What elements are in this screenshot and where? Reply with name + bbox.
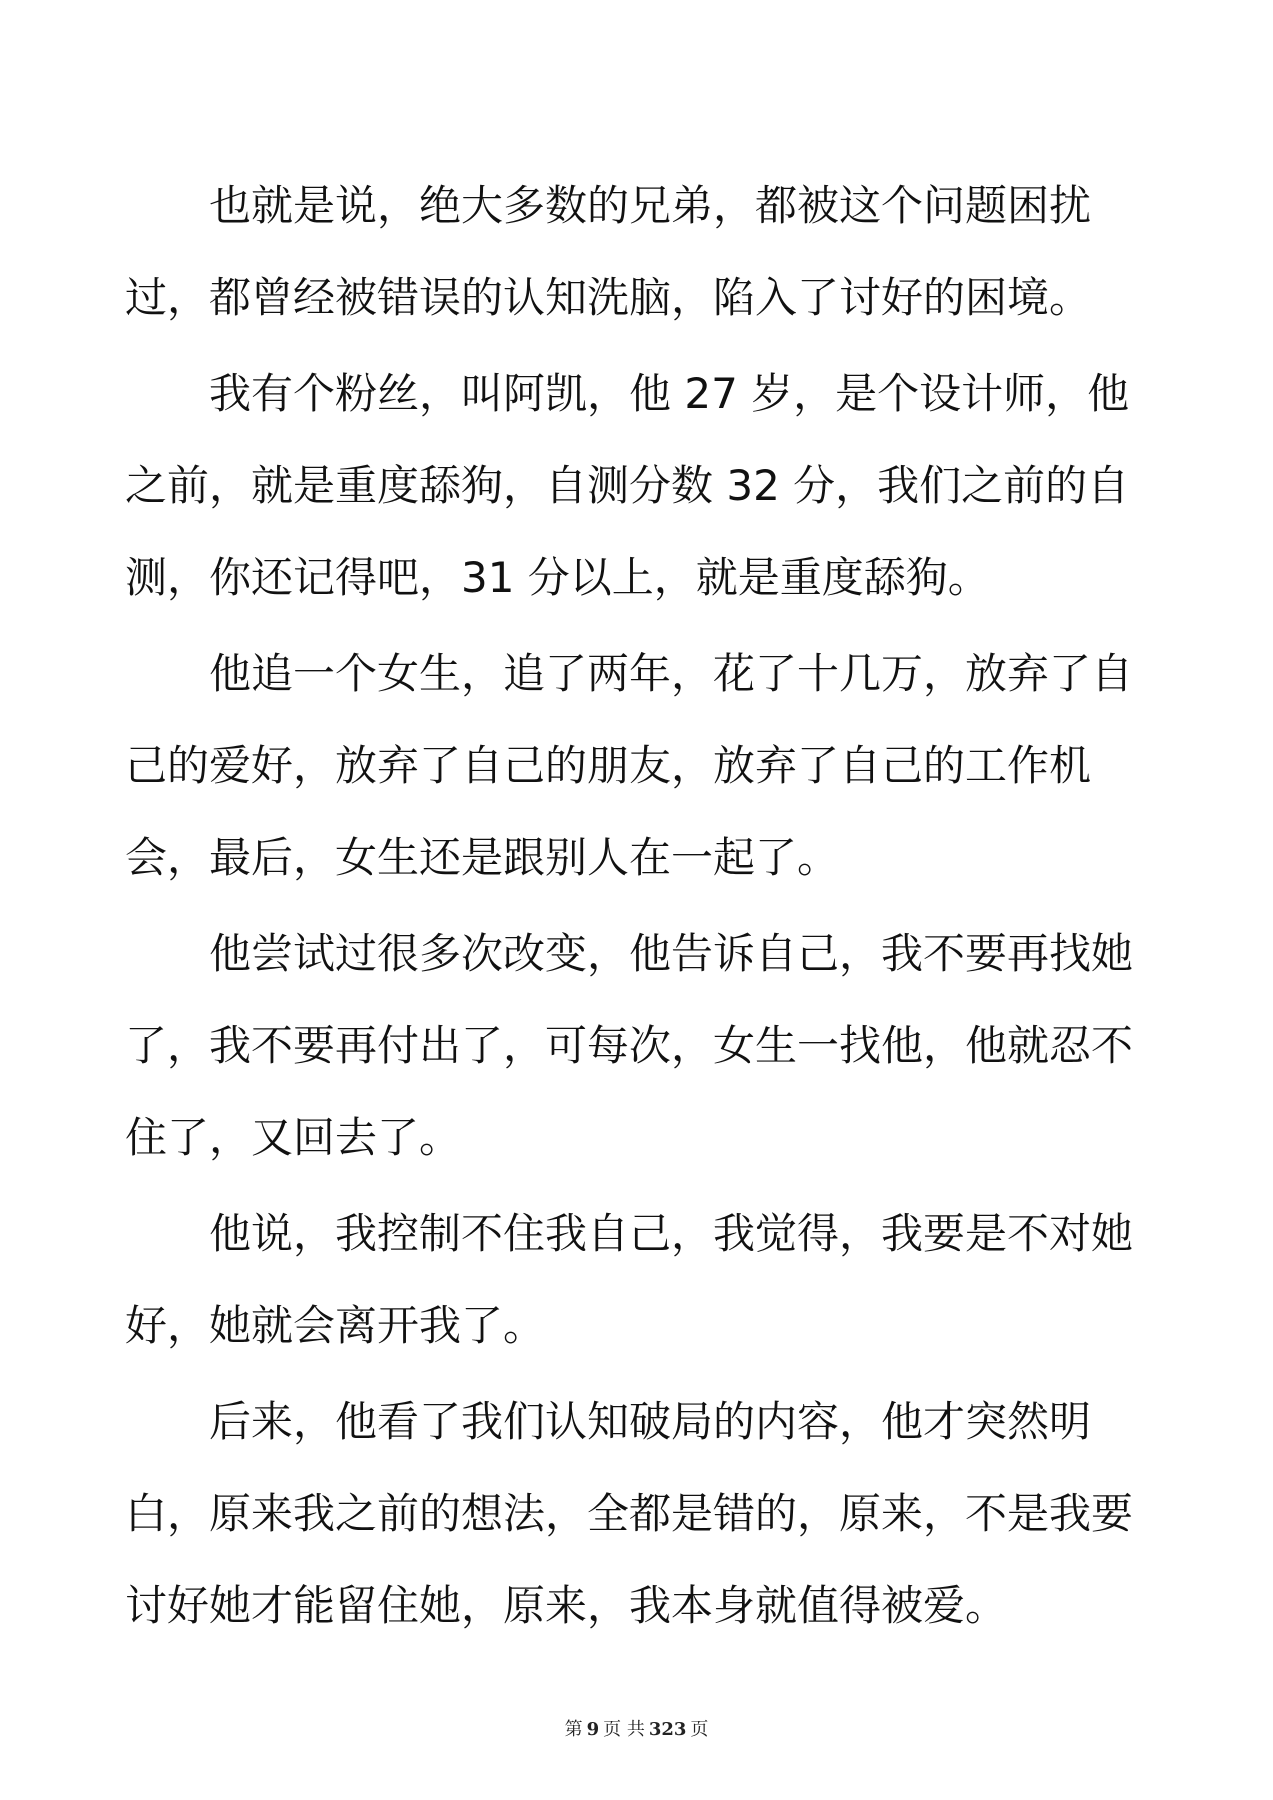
body-text: [125, 160, 1145, 1656]
paragraph-4: 他尝试过很多次改变，他告诉自己，我不要再找她了，我不要再付出了，可每次，女生一找他，他就忍不住了，又回去了。: [125, 929, 1134, 1162]
paragraph-1: 也就是说，绝大多数的兄弟，都被这个问题困扰过，都曾经被错误的认知洗脑，陷入了讨好的困境。: [125, 181, 1092, 322]
page-footer: [0, 1715, 1273, 1741]
footer-suffix: 页: [690, 1719, 709, 1740]
total-pages-number: 323: [648, 1719, 687, 1740]
paragraph-3: 他追一个女生，追了两年，花了十几万，放弃了自己的爱好，放弃了自己的朋友，放弃了自己的工作机会，最后，女生还是跟别人在一起了。: [125, 649, 1134, 882]
paragraph-2: 我有个粉丝，叫阿凯，他 27 岁，是个设计师，他之前，就是重度舔狗，自测分数 32 分，我们之前的自测，你还记得吧，31 分以上，就是重度舔狗。: [125, 369, 1130, 602]
footer-prefix: 第: [564, 1719, 583, 1740]
paragraph-6: 后来，他看了我们认知破局的内容，他才突然明白，原来我之前的想法，全都是错的，原来，不是我要讨好她才能留住她，原来，我本身就值得被爱。: [125, 1397, 1134, 1630]
footer-middle: 页 共: [603, 1719, 645, 1740]
current-page-number: 9: [586, 1719, 600, 1740]
paragraph-5: 他说，我控制不住我自己，我觉得，我要是不对她好，她就会离开我了。: [125, 1209, 1134, 1350]
